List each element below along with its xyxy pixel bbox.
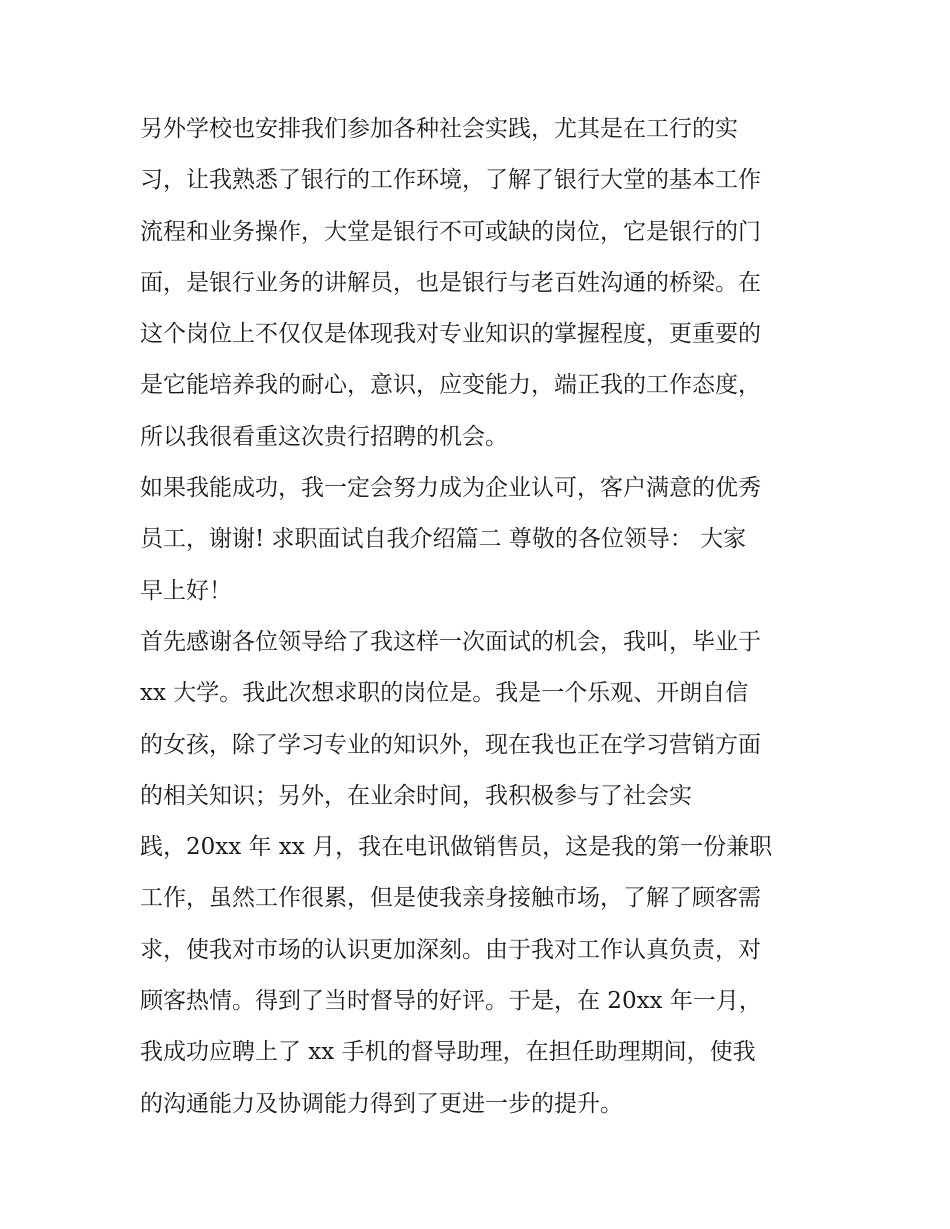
text-line: 面，是银行业务的讲解员，也是银行与老百姓沟通的桥梁。在	[140, 269, 761, 296]
text-line: 所以我很看重这次贵行招聘的机会。	[140, 423, 508, 450]
text-line: 是它能培养我的耐心，意识，应变能力，端正我的工作态度，	[140, 372, 761, 399]
text-line: 工作，虽然工作很累，但是使我亲身接触市场，了解了顾客需	[140, 885, 761, 912]
document-body	[140, 104, 820, 1130]
text-line: 如果我能成功，我一定会努力成为企业认可，客户满意的优秀	[140, 475, 761, 502]
text-line: xx 大学。我此次想求职的岗位是。我是一个乐观、开朗自信	[140, 680, 749, 707]
text-line: 的女孩，除了学习专业的知识外，现在我也正在学习营销方面	[140, 731, 761, 758]
text-line: 流程和业务操作，大堂是银行不可或缺的岗位，它是银行的门	[140, 218, 761, 245]
text-line: 另外学校也安排我们参加各种社会实践，尤其是在工行的实	[140, 116, 738, 142]
text-line: 求，使我对市场的认识更加深刻。由于我对工作认真负责，对	[140, 936, 761, 963]
text-line: 我成功应聘上了 xx 手机的督导助理，在担任助理期间，使我	[140, 1039, 756, 1066]
text-line: 员工，谢谢! 求职面试自我介绍篇二 尊敬的各位领导： 大家	[140, 526, 747, 553]
text-line: 早上好！	[140, 577, 232, 604]
text-line: 习，让我熟悉了银行的工作环境，了解了银行大堂的基本工作	[140, 167, 761, 194]
text-line: 践，20xx 年 xx 月，我在电讯做销售员，这是我的第一份兼职	[140, 834, 773, 861]
text-line: 首先感谢各位领导给了我这样一次面试的机会，我叫，毕业于	[140, 628, 761, 655]
text-line: 顾客热情。得到了当时督导的好评。于是，在 20xx 年一月，	[140, 988, 762, 1015]
text-line: 这个岗位上不仅仅是体现我对专业知识的掌握程度，更重要的	[140, 321, 761, 348]
text-line: 的沟通能力及协调能力得到了更进一步的提升。	[140, 1090, 623, 1117]
text-line: 的相关知识；另外，在业余时间，我积极参与了社会实	[140, 782, 692, 809]
